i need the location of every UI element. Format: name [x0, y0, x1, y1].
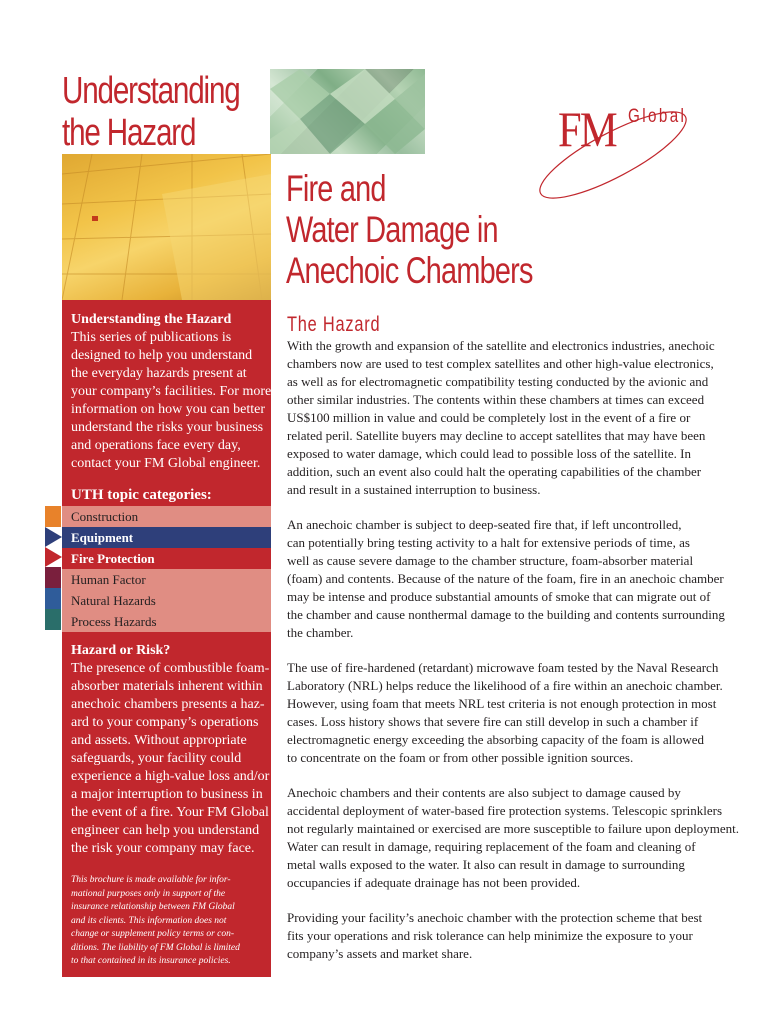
sidebar-intro-line: This series of publications is — [71, 330, 232, 345]
hazard-risk-line: ard to your company’s operations — [71, 715, 259, 730]
sidebar-intro-line: your company’s facilities. For more — [71, 384, 272, 399]
hazard-risk-line: the risk your company may face. — [71, 841, 255, 856]
anechoic-chamber-photo — [62, 154, 271, 300]
foam-absorber-photo — [270, 69, 425, 154]
paragraph-line: accidental deployment of water-based fire protection systems. Telescopic sprinklers — [287, 803, 723, 818]
hazard-risk-line: safeguards, your facility could — [71, 751, 242, 766]
paragraph-line: other similar industries. The contents within these chambers at times can exceed — [287, 392, 705, 407]
swatch-human-factor — [45, 567, 61, 588]
document-title — [286, 168, 533, 291]
document-title-line: Water Damage in — [286, 209, 498, 250]
disclaimer-line: and its clients. This information does not — [71, 915, 227, 926]
section-heading: The Hazard — [287, 313, 381, 336]
sidebar — [62, 300, 271, 977]
hazard-risk-line: the event of a fire. Your FM Global — [71, 805, 269, 820]
hazard-risk-line: experience a high-value loss and/or — [71, 769, 270, 784]
paragraph-line: Laboratory (NRL) helps reduce the likelihood of a fire within an anechoic chamber. — [287, 678, 723, 693]
paragraph-line: An anechoic chamber is subject to deep-seated fire that, if left uncontrolled, — [287, 517, 682, 532]
hazard-risk-line: a major interruption to business in — [71, 787, 263, 802]
disclaimer-line: to that contained in its insurance policies. — [71, 956, 231, 966]
paragraph-line: to concentrate on the foam or from other possible ignition sources. — [287, 750, 634, 765]
category-natural-hazards[interactable]: Natural Hazards — [62, 590, 271, 611]
paragraph-line: Providing your facility’s anechoic chamber with the protection scheme that best — [287, 910, 703, 925]
paragraph-line: (foam) and contents. Because of the nature of the foam, fire in an anechoic chamber — [287, 571, 724, 586]
paragraph-line: The use of fire-hardened (retardant) microwave foam tested by the Naval Research — [287, 660, 719, 675]
paragraph-line: chambers now are used to test complex satellites and other high-value electronics, — [287, 356, 714, 371]
paragraph-line: may be intense and produce substantial amounts of smoke that can migrate out of — [287, 589, 711, 604]
hazard-risk-line: absorber materials inherent within — [71, 679, 263, 694]
paragraph-line: exposed to water damage, which could lead to possible loss of the satellite. In — [287, 446, 691, 461]
paragraph-line: electromagnetic energy exceeding the absorbing capacity of the foam is allowed — [287, 732, 705, 747]
hazard-risk-heading: Hazard or Risk? — [71, 643, 171, 658]
paragraph-line: occupancies if adequate drainage has not been provided. — [287, 875, 581, 890]
arrow-fire-protection-icon — [45, 547, 62, 567]
paragraph-line: as well as for electromagnetic compatibility testing conducted by the avionic and — [287, 374, 709, 389]
logo-global: Global — [628, 106, 687, 127]
paragraph-line: the chamber. — [287, 625, 354, 640]
category-construction[interactable]: Construction — [62, 506, 271, 527]
fm-global-logo — [528, 100, 698, 210]
sidebar-intro-line: understand the risks your business — [71, 420, 264, 435]
paragraph-line: However, using foam that meets NRL test criteria is not enough protection in most — [287, 696, 717, 711]
paragraph-line: not regularly maintained or exercised are more susceptible to failure upon deployment. — [287, 821, 739, 836]
swatch-natural-hazards — [45, 588, 61, 609]
hazard-risk-line: and assets. Without appropriate — [71, 733, 247, 748]
category-swatches — [45, 506, 62, 630]
category-list — [62, 506, 271, 632]
category-human-factor[interactable]: Human Factor — [62, 569, 271, 590]
paragraph-line: addition, such an event also could halt the operating capabilities of the chamber — [287, 464, 702, 479]
paragraph-line: With the growth and expansion of the satellite and electronics industries, anechoic — [287, 338, 715, 353]
sidebar-intro-line: the everyday hazards present at — [71, 366, 247, 381]
paragraph-line: fits your operations and risk tolerance can help minimize the exposure to your — [287, 928, 693, 943]
paragraph-line: US$100 million in value and could be completely lost in the event of a fire or — [287, 410, 691, 425]
paragraph-line: Water can result in damage, requiring replacement of the foam and cleaning of — [287, 839, 696, 854]
document-title-line: Fire and — [286, 168, 386, 209]
paragraph-line: the chamber and cause nonthermal damage to the building and contents surrounding — [287, 607, 725, 622]
series-title-line: Understanding — [62, 70, 240, 112]
disclaimer-line: This brochure is made available for infor- — [71, 875, 231, 885]
sidebar-intro-line: designed to help you understand — [71, 348, 253, 363]
sidebar-intro-text — [71, 329, 272, 473]
paragraph — [287, 337, 727, 499]
logo-fm: FM — [558, 101, 617, 157]
paragraph-line: cases. Loss history shows that severe fire can still develop in such a chamber if — [287, 714, 699, 729]
disclaimer-line: insurance relationship between FM Global — [71, 902, 235, 912]
paragraph — [287, 516, 727, 642]
category-process-hazards[interactable]: Process Hazards — [62, 611, 271, 632]
paragraph-line: Anechoic chambers and their contents are also subject to damage caused by — [287, 785, 681, 800]
paragraph-line: related peril. Satellite buyers may decline to accept satellites that may have been — [287, 428, 706, 443]
swatch-process-hazards — [45, 609, 61, 630]
paragraph — [287, 659, 727, 767]
hazard-risk-line: anechoic chambers presents a haz- — [71, 697, 265, 712]
sidebar-intro-line: contact your FM Global engineer. — [71, 456, 261, 471]
sidebar-intro-line: and operations face every day, — [71, 438, 241, 453]
main-content — [287, 313, 739, 980]
sidebar-intro-line: information on how you can better — [71, 402, 266, 417]
series-title-line: the Hazard — [62, 112, 196, 154]
paragraph-line: well as cause severe damage to the chamber structure, foam-absorber material — [287, 553, 694, 568]
category-equipment[interactable]: Equipment — [62, 527, 271, 548]
paragraph — [287, 909, 727, 963]
document-title-line: Anechoic Chambers — [286, 250, 533, 291]
sidebar-intro-heading: Understanding the Hazard — [71, 312, 232, 327]
disclaimer-line: mational purposes only in support of the — [71, 888, 226, 899]
hazard-risk-text — [71, 660, 270, 858]
paragraph-line: can potentially bring testing activity to a halt for extensive periods of time, as — [287, 535, 690, 550]
disclaimer-line: ditions. The liability of FM Global is limited — [71, 942, 240, 953]
categories-heading: UTH topic categories: — [71, 487, 212, 503]
series-title — [62, 70, 240, 154]
disclaimer-line: change or supplement policy terms or con- — [71, 929, 235, 939]
arrow-equipment-icon — [45, 527, 62, 547]
paragraph — [287, 784, 739, 892]
hazard-risk-line: The presence of combustible foam- — [71, 661, 270, 676]
paragraph-line: company’s assets and market share. — [287, 946, 473, 961]
category-fire-protection[interactable]: Fire Protection — [62, 548, 271, 569]
paragraph-line: and result in a sustained interruption to business. — [287, 482, 541, 497]
paragraph-line: metal walls exposed to the water. It also can result in damage to surrounding — [287, 857, 685, 872]
swatch-construction — [45, 506, 61, 527]
hazard-risk-line: engineer can help you understand — [71, 823, 260, 838]
disclaimer — [71, 874, 266, 969]
